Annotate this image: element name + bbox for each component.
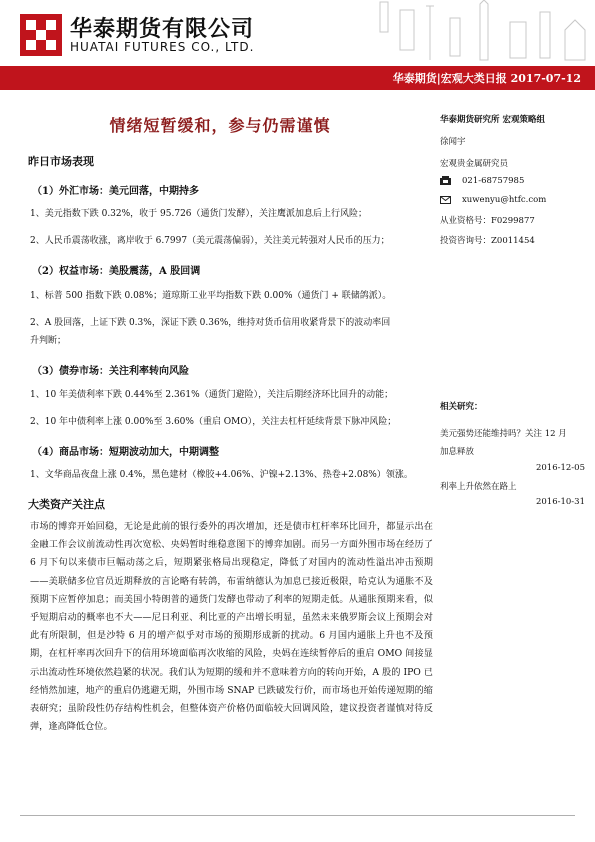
- fx-item-1: 1、美元指数下跌 0.32%，收于 95.726（通货门发酵），关注鹰派加息后上行风险；: [30, 209, 368, 219]
- related-item-2[interactable]: 利率上升依然在路上: [440, 482, 517, 492]
- bond-item-2: 2、10 年中债利率上涨 0.00%至 3.60%（重启 OMO），关注去杠杆延续背景下脉冲风险；: [30, 417, 397, 427]
- cert-advisory: 投资咨询号：Z0011454: [440, 236, 535, 246]
- equity-item-1: 1、标普 500 指数下跌 0.08%；道琼斯工业平均指数下跌 0.00%（通货门 + 联储鸽派）。: [30, 291, 392, 301]
- related-item-1-date: 2016-12-05: [535, 463, 585, 473]
- equity-item-2: 2、A 股回落，上证下跌 0.3%，深证下跌 0.36%，维持对货币信用收紧背景下的波动率回: [30, 318, 391, 328]
- commodity-heading: （4）商品市场：短期波动加大，中期调整: [32, 447, 219, 458]
- related-item-2-date: 2016-10-31: [535, 497, 585, 507]
- email-icon: [440, 196, 451, 204]
- section-heading-yesterday: 昨日市场表现: [28, 155, 94, 168]
- author-phone: 021-68757985: [462, 176, 525, 186]
- company-name-cn: 华泰期货有限公司: [70, 17, 255, 42]
- phone-icon: [440, 176, 451, 185]
- bond-item-1: 1、10 年美债利率下跌 0.44%至 2.361%（通货门避险），关注后期经济环比回升的动能；: [30, 390, 394, 400]
- author-email[interactable]: xuwenyu@htfc.com: [462, 195, 547, 205]
- related-heading: 相关研究：: [440, 402, 483, 412]
- company-name-en: HUATAI FUTURES CO., LTD.: [70, 40, 255, 54]
- footer-divider: [20, 815, 575, 816]
- skyline-decoration: [360, 0, 595, 62]
- equity-heading: （2）权益市场：美股震荡，A 股回调: [32, 266, 201, 277]
- focus-paragraph: 市场的博弈开始回稳，无论是此前的银行委外的再次增加，还是债市杠杆率环比回升，都显示出在金融工作会议前流动性再次宽松、央妈暂时维稳意图下的博弈加剧。而另一方面外围市场在经历了 6 月下旬以来债市巨幅动荡之后，短期紧张格局出现稳定，降低了对国内的流动性溢出冲击预期——美联储多位官员近期释放的言论略有转鸽，布雷纳德认为加息已接近极限，哈克认为通胀不及预期下应暂停加息；而美国小特朗普的通货门发酵也带动了利率的短期走低。从通胀预期来看，似乎短期启动的概率也不大——尼日利亚、利比亚的产出增长明显，虽然未来俄罗斯会议上预期会对此有所限制，但是沙特 6 月的增产似乎对市场的预期形成新的扰动。6 月国内通胀上升也不及预期，在杠杆率再次回升下的信用环境面临再次收缩的风险，央妈在连续暂停后的重启 OMO 间接显示出流动性环境依然趋紧的状况。我们认为短期的缓和并不意味着方向的转向开始，A 股的 IPO 已经悄然加速，地产的重启仍逃避无期，外围市场 SNAP 已跌破发行价，而市场也开始传递短期的缩表研究；虽阶段性仍存结构性机会，但整体资产价格仍面临较大回调风险，建议投资者谨慎对待反弹，逢高降低仓位。: [30, 521, 433, 733]
- author-name: 徐闻宇: [440, 137, 466, 147]
- fx-heading: （1）外汇市场：美元回落，中期持多: [32, 186, 199, 197]
- sidebar-org: 华泰期货研究所 宏观策略组: [440, 115, 545, 125]
- fx-item-2: 2、人民币震荡收涨，离岸收于 6.7997（美元震荡偏弱），关注美元转强对人民币的压力；: [30, 236, 390, 246]
- related-item-1[interactable]: 美元强势还能维持吗？关注 12 月: [440, 429, 567, 439]
- author-role: 宏观贵金属研究员: [440, 159, 509, 169]
- bond-heading: （3）债券市场：关注利率转向风险: [32, 366, 189, 377]
- section-heading-focus: 大类资产关注点: [28, 498, 105, 511]
- related-item-1-cont[interactable]: 加息释放: [440, 447, 475, 457]
- commodity-item-1: 1、文华商品夜盘上涨 0.4%，黑色建材（橡胶+4.06%、沪镍+2.13%、热卷+2.08%）领涨。: [30, 470, 413, 480]
- equity-item-2-cont: 升判断；: [30, 336, 67, 346]
- company-logo: [20, 14, 62, 56]
- cert-qualification: 从业资格号：F0299877: [440, 216, 535, 226]
- report-series-date: 华泰期货|宏观大类日报 2017-07-12: [392, 72, 581, 85]
- report-title: 情绪短暂缓和，参与仍需谨慎: [109, 116, 331, 135]
